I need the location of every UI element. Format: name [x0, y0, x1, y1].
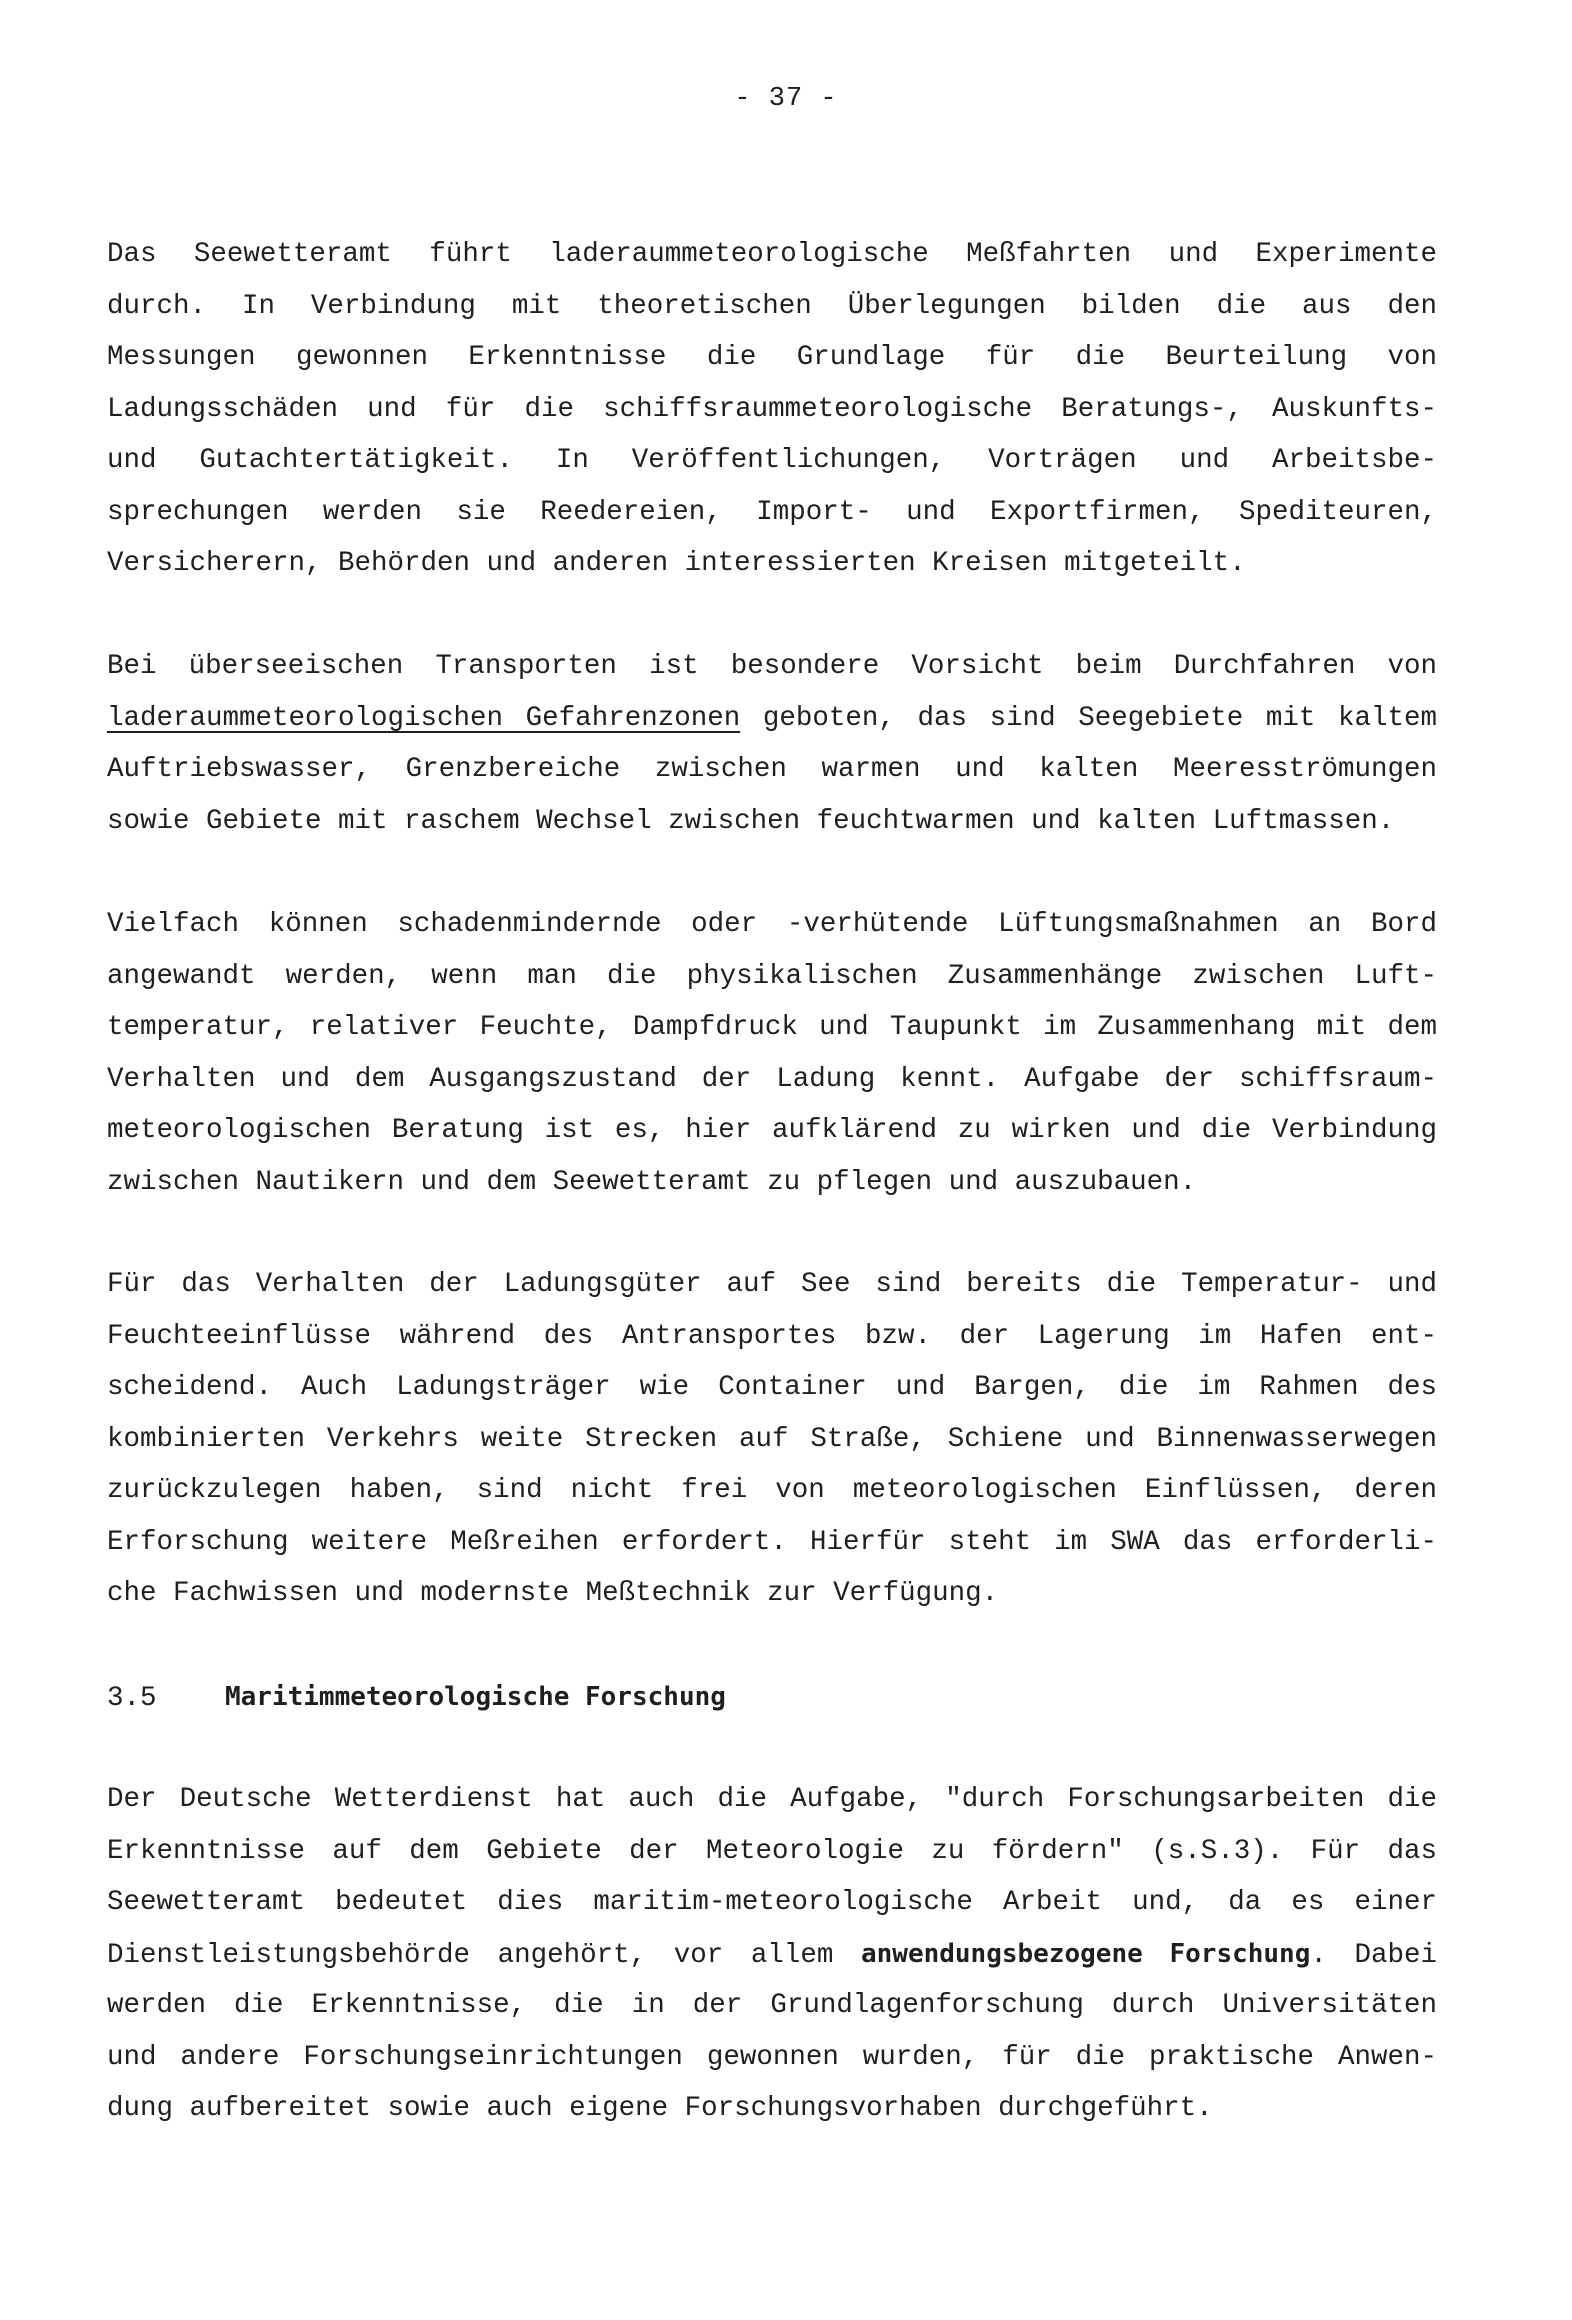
text-line: zurückzulegen haben, sind nicht frei von meteorologischen Einflüssen, deren: [107, 1475, 1437, 1506]
text-line: angewandt werden, wenn man die physikalischen Zusammenhänge zwischen Luft-: [107, 960, 1437, 992]
text-line: Ladungsschäden und für die schiffsraummeteorologische Beratungs-, Auskunfts-: [107, 393, 1437, 425]
text-line: dung aufbereitet sowie auch eigene Forschungsvorhaben durchgeführt.: [107, 2093, 1213, 2124]
text-line: Der Deutsche Wetterdienst hat auch die Aufgabe, "durch Forschungsarbeiten die: [107, 1784, 1437, 1815]
paragraph-4: [107, 1259, 1437, 1620]
paragraph-3: [107, 899, 1437, 1208]
text-line: sowie Gebiete mit raschem Wechsel zwischen feuchtwarmen und kalten Luftmassen.: [107, 805, 1395, 837]
text-line: durch. In Verbindung mit theoretischen Überlegungen bilden die aus den: [107, 290, 1437, 322]
text-line: meteorologischen Beratung ist es, hier aufklärend zu wirken und die Verbindung: [107, 1115, 1437, 1146]
text-line: Erkenntnisse auf dem Gebiete der Meteorologie zu fördern" (s.S.3). Für das: [107, 1835, 1437, 1867]
bold-term: anwendungsbezogene Forschung: [860, 1938, 1311, 1969]
text-line: che Fachwissen und modernste Meßtechnik zur Verfügung.: [107, 1578, 999, 1609]
text-line: Auftriebswasser, Grenzbereiche zwischen warmen und kalten Meeresströmungen: [107, 754, 1437, 785]
text-line: scheidend. Auch Ladungsträger wie Container und Bargen, die im Rahmen des: [107, 1372, 1437, 1403]
text-span: . Dabei: [1310, 1939, 1437, 1971]
text-line: Bei überseeischen Transporten ist besondere Vorsicht beim Durchfahren von: [107, 651, 1437, 682]
text-line: Seewetteramt bedeutet dies maritim-meteorologische Arbeit und, da es einer: [107, 1887, 1437, 1918]
section-number: 3.5: [107, 1683, 157, 1714]
text-line: Das Seewetteramt führt laderaummeteorologische Meßfahrten und Experimente: [107, 239, 1437, 270]
text-line: Erforschung weitere Meßreihen erfordert. Hierfür steht im SWA das erforderli-: [107, 1526, 1437, 1558]
paragraph-2: [107, 641, 1437, 847]
paragraph-1: [107, 229, 1437, 590]
section-heading: [107, 1672, 726, 1724]
text-line: und Gutachtertätigkeit. In Veröffentlichungen, Vorträgen und Arbeitsbe-: [107, 445, 1437, 476]
text-line: [107, 693, 1437, 745]
text-line: Messungen gewonnen Erkenntnisse die Grundlage für die Beurteilung von: [107, 342, 1437, 373]
text-span: geboten, das sind Seegebiete mit kaltem: [740, 702, 1437, 734]
underlined-term: laderaummeteorologischen Gefahrenzonen: [107, 702, 741, 734]
paragraph-5: [107, 1774, 1437, 2135]
text-line: Vielfach können schadenmindernde oder -verhütende Lüftungsmaßnahmen an Bord: [107, 909, 1437, 940]
text-line: Feuchteeinflüsse während des Antransportes bzw. der Lagerung im Hafen ent-: [107, 1320, 1437, 1352]
text-line: kombinierten Verkehrs weite Strecken auf Straße, Schiene und Binnenwasserwegen: [107, 1423, 1437, 1455]
text-line: sprechungen werden sie Reedereien, Import- und Exportfirmen, Spediteuren,: [107, 496, 1437, 528]
page-number: - 37 -: [734, 84, 838, 114]
text-line: Verhalten und dem Ausgangszustand der Ladung kennt. Aufgabe der schiffsraum-: [107, 1063, 1437, 1095]
text-span: Dienstleistungsbehörde angehört, vor allem: [107, 1939, 861, 1971]
text-line: Für das Verhalten der Ladungsgüter auf See sind bereits die Temperatur- und: [107, 1269, 1437, 1300]
text-line: werden die Erkenntnisse, die in der Grundlagenforschung durch Universitäten: [107, 1990, 1437, 2021]
section-title: Maritimmeteorologische Forschung: [225, 1682, 726, 1712]
text-line: und andere Forschungseinrichtungen gewonnen wurden, für die praktische Anwen-: [107, 2041, 1437, 2073]
text-line: temperatur, relativer Feuchte, Dampfdruck und Taupunkt im Zusammenhang mit dem: [107, 1012, 1437, 1043]
text-line: [107, 1929, 1437, 1981]
text-line: zwischen Nautikern und dem Seewetteramt zu pflegen und auszubauen.: [107, 1166, 1197, 1198]
text-line: Versicherern, Behörden und anderen interessierten Kreisen mitgeteilt.: [107, 548, 1246, 579]
